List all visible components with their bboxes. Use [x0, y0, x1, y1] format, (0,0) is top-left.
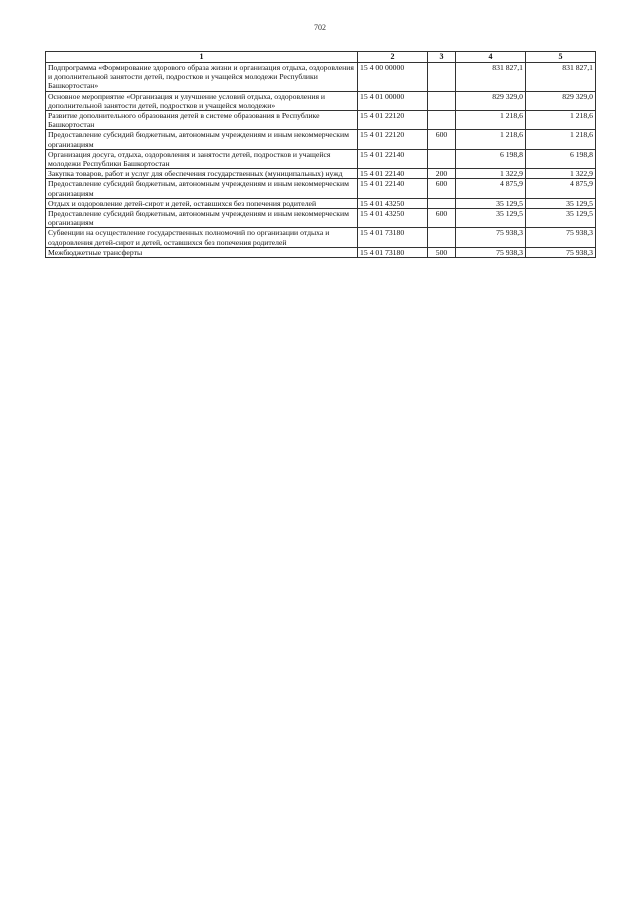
cell-sum-2: 829 329,0	[526, 91, 596, 110]
cell-sum-1: 4 875,9	[456, 179, 526, 198]
budget-table	[45, 51, 596, 258]
cell-sum-2: 4 875,9	[526, 179, 596, 198]
cell-name: Развитие дополнительного образования детей в системе образования в Республике Башкортостан	[46, 111, 358, 130]
cell-name: Основное мероприятие «Организация и улучшение условий отдыха, оздоровления и дополнительной занятости детей, подростков и учащейся молодежи»	[46, 91, 358, 110]
table-row	[46, 111, 596, 130]
header-sum-2: 5	[526, 52, 596, 63]
page-number: 702	[314, 23, 326, 32]
table-row	[46, 130, 596, 149]
table-row	[46, 179, 596, 198]
cell-code: 15 4 01 00000	[358, 91, 428, 110]
table-row	[46, 91, 596, 110]
cell-sum-1: 35 129,5	[456, 209, 526, 228]
table-row	[46, 149, 596, 168]
table-body	[46, 63, 596, 258]
cell-name: Межбюджетные трансферты	[46, 247, 358, 257]
cell-sum-2: 35 129,5	[526, 198, 596, 208]
cell-vr	[428, 91, 456, 110]
table-row	[46, 63, 596, 92]
cell-code: 15 4 01 22120	[358, 111, 428, 130]
cell-vr: 600	[428, 209, 456, 228]
cell-name: Отдых и оздоровление детей-сирот и детей, оставшихся без попечения родителей	[46, 198, 358, 208]
header-name: 1	[46, 52, 358, 63]
cell-sum-2: 831 827,1	[526, 63, 596, 92]
cell-name: Закупка товаров, работ и услуг для обеспечения государственных (муниципальных) нужд	[46, 169, 358, 179]
table-row	[46, 228, 596, 247]
cell-code: 15 4 01 43250	[358, 198, 428, 208]
cell-code: 15 4 01 22120	[358, 130, 428, 149]
cell-code: 15 4 01 43250	[358, 209, 428, 228]
cell-name: Подпрограмма «Формирование здорового образа жизни и организация отдыха, оздоровления и дополнительной занятости детей, подростков и учащейся молодежи Республики Башкортостан»	[46, 63, 358, 92]
cell-vr	[428, 149, 456, 168]
header-code: 2	[358, 52, 428, 63]
cell-sum-1: 75 938,3	[456, 247, 526, 257]
cell-sum-2: 1 322,9	[526, 169, 596, 179]
cell-sum-1: 831 827,1	[456, 63, 526, 92]
cell-code: 15 4 01 22140	[358, 149, 428, 168]
cell-sum-1: 75 938,3	[456, 228, 526, 247]
cell-name: Предоставление субсидий бюджетным, автономным учреждениям и иным некоммерческим организациям	[46, 209, 358, 228]
cell-code: 15 4 01 22140	[358, 169, 428, 179]
cell-sum-1: 1 218,6	[456, 130, 526, 149]
cell-sum-2: 75 938,3	[526, 247, 596, 257]
cell-code: 15 4 01 73180	[358, 247, 428, 257]
header-sum-1: 4	[456, 52, 526, 63]
table-row	[46, 247, 596, 257]
cell-vr	[428, 198, 456, 208]
cell-sum-1: 35 129,5	[456, 198, 526, 208]
cell-sum-1: 1 218,6	[456, 111, 526, 130]
cell-vr	[428, 111, 456, 130]
cell-name: Субвенции на осуществление государственных полномочий по организации отдыха и оздоровления детей-сирот и детей, оставшихся без попечения родителей	[46, 228, 358, 247]
table-row	[46, 169, 596, 179]
table-header-row	[46, 52, 596, 63]
cell-sum-2: 35 129,5	[526, 209, 596, 228]
cell-code: 15 4 00 00000	[358, 63, 428, 92]
cell-name: Организация досуга, отдыха, оздоровления и занятости детей, подростков и учащейся молодежи Республики Башкортостан	[46, 149, 358, 168]
cell-sum-1: 6 198,8	[456, 149, 526, 168]
cell-vr: 600	[428, 130, 456, 149]
cell-vr: 500	[428, 247, 456, 257]
cell-sum-1: 829 329,0	[456, 91, 526, 110]
table-row	[46, 198, 596, 208]
cell-vr: 200	[428, 169, 456, 179]
table-row	[46, 209, 596, 228]
cell-sum-1: 1 322,9	[456, 169, 526, 179]
cell-vr: 600	[428, 179, 456, 198]
cell-sum-2: 1 218,6	[526, 111, 596, 130]
cell-name: Предоставление субсидий бюджетным, автономным учреждениям и иным некоммерческим организациям	[46, 130, 358, 149]
header-vr: 3	[428, 52, 456, 63]
cell-sum-2: 75 938,3	[526, 228, 596, 247]
cell-code: 15 4 01 73180	[358, 228, 428, 247]
cell-sum-2: 1 218,6	[526, 130, 596, 149]
cell-name: Предоставление субсидий бюджетным, автономным учреждениям и иным некоммерческим организациям	[46, 179, 358, 198]
cell-code: 15 4 01 22140	[358, 179, 428, 198]
cell-vr	[428, 228, 456, 247]
cell-vr	[428, 63, 456, 92]
cell-sum-2: 6 198,8	[526, 149, 596, 168]
